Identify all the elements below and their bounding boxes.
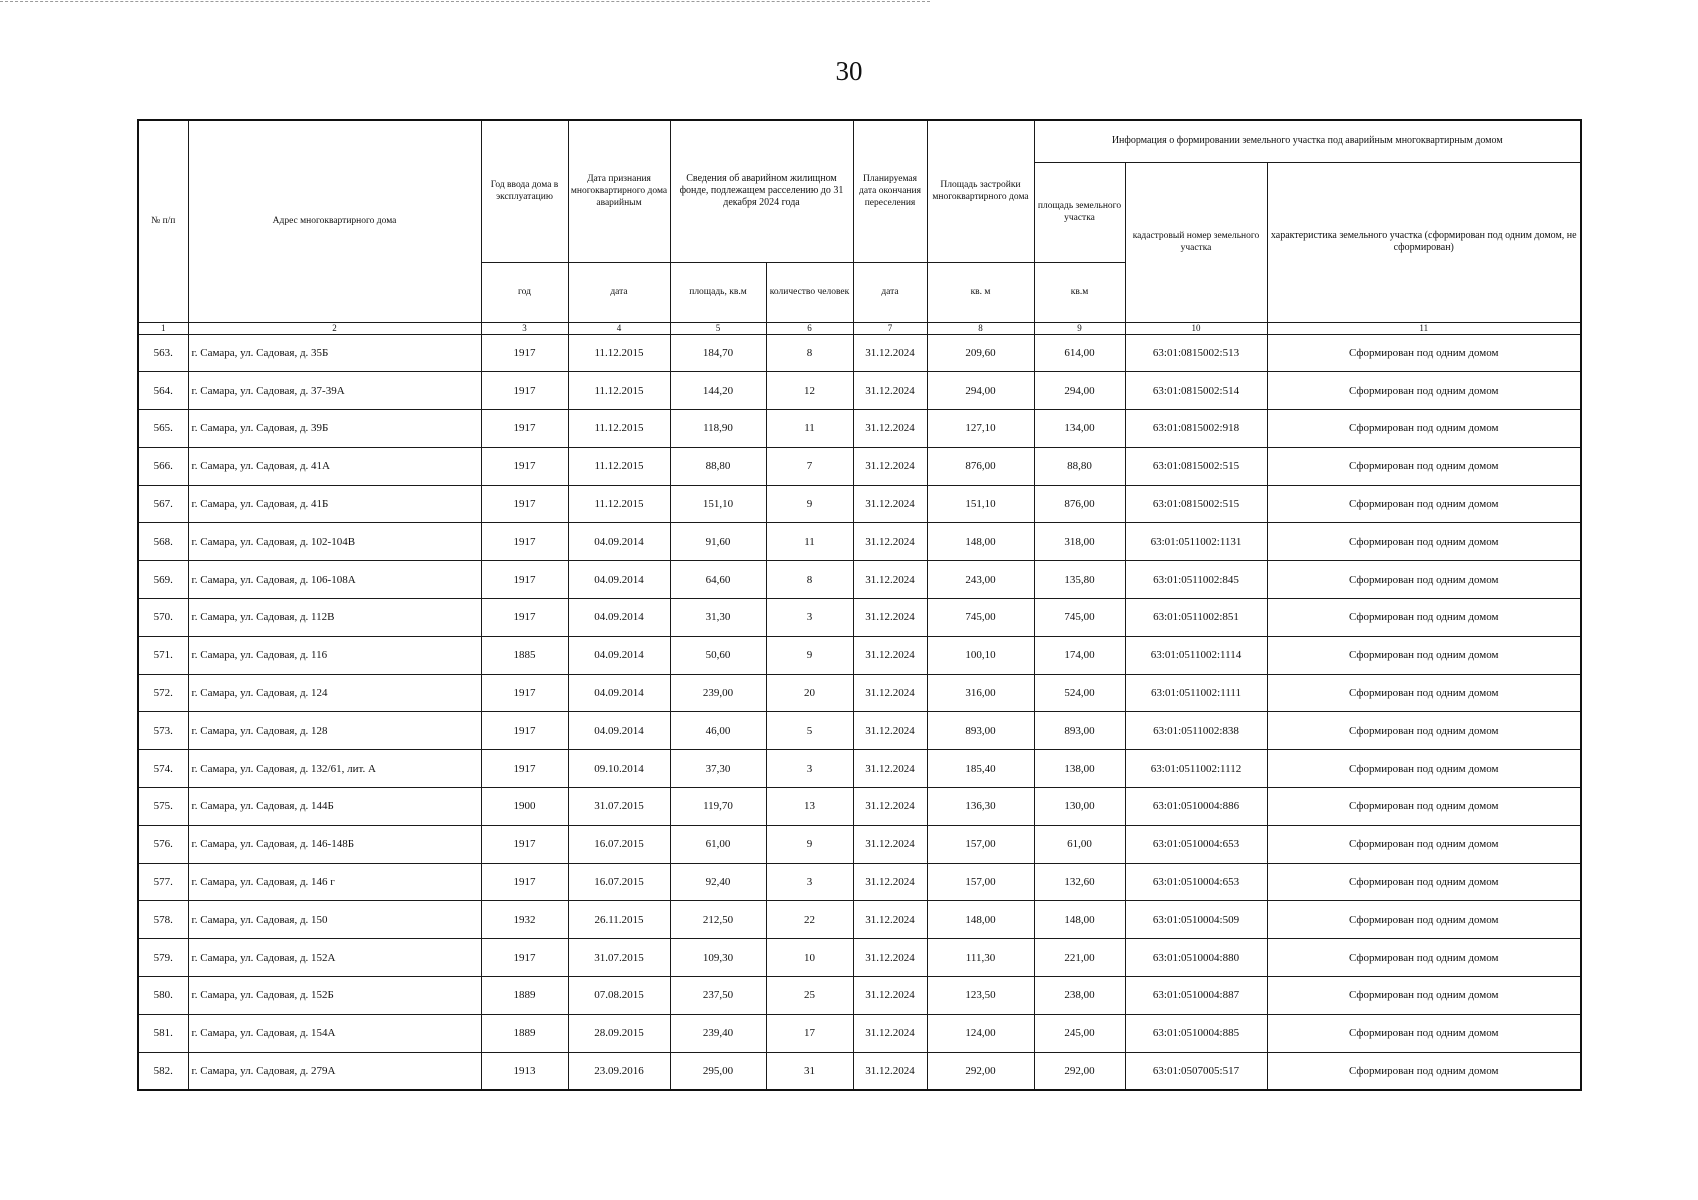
table-row [138, 1014, 1581, 1052]
address-cell: г. Самара, ул. Садовая, д. 152А [188, 939, 481, 977]
building-area-cell: 148,00 [927, 523, 1034, 561]
table-row [138, 750, 1581, 788]
cadastre-number-cell: 63:01:0815002:514 [1125, 372, 1267, 410]
address-cell: г. Самара, ул. Садовая, д. 102-104В [188, 523, 481, 561]
column-number: 7 [853, 322, 927, 334]
planned-date-cell: 31.12.2024 [853, 447, 927, 485]
recognition-date-cell: 04.09.2014 [568, 561, 670, 599]
year-cell: 1932 [481, 901, 568, 939]
people-count-cell: 7 [766, 447, 853, 485]
row-number-cell: 571. [138, 636, 188, 674]
column-number: 3 [481, 322, 568, 334]
year-cell: 1917 [481, 485, 568, 523]
row-number-cell: 579. [138, 939, 188, 977]
column-number: 1 [138, 322, 188, 334]
cadastre-number-cell: 63:01:0510004:887 [1125, 977, 1267, 1015]
planned-date-cell: 31.12.2024 [853, 1014, 927, 1052]
people-count-cell: 31 [766, 1052, 853, 1090]
people-count-cell: 10 [766, 939, 853, 977]
housing-area-cell: 31,30 [670, 599, 766, 637]
row-number-cell: 565. [138, 410, 188, 448]
year-cell: 1889 [481, 1014, 568, 1052]
land-area-cell: 130,00 [1034, 788, 1125, 826]
row-number-cell: 574. [138, 750, 188, 788]
planned-date-cell: 31.12.2024 [853, 788, 927, 826]
building-area-cell: 157,00 [927, 863, 1034, 901]
column-number: 8 [927, 322, 1034, 334]
header-recognition-date: Дата признания многоквартирного дома аварийным [568, 120, 670, 262]
land-status-cell: Сформирован под одним домом [1267, 410, 1581, 448]
table-row [138, 447, 1581, 485]
page-number: 30 [835, 56, 863, 86]
recognition-date-cell: 31.07.2015 [568, 788, 670, 826]
housing-area-cell: 64,60 [670, 561, 766, 599]
address-cell: г. Самара, ул. Садовая, д. 41А [188, 447, 481, 485]
table-row [138, 788, 1581, 826]
housing-area-cell: 151,10 [670, 485, 766, 523]
cadastre-number-cell: 63:01:0510004:509 [1125, 901, 1267, 939]
year-cell: 1913 [481, 1052, 568, 1090]
cadastre-number-cell: 63:01:0510004:886 [1125, 788, 1267, 826]
column-number: 2 [188, 322, 481, 334]
unit-year: год [481, 262, 568, 322]
scan-top-rule [0, 1, 930, 2]
people-count-cell: 5 [766, 712, 853, 750]
building-area-cell: 127,10 [927, 410, 1034, 448]
land-area-cell: 134,00 [1034, 410, 1125, 448]
recognition-date-cell: 16.07.2015 [568, 863, 670, 901]
land-area-cell: 132,60 [1034, 863, 1125, 901]
column-number-row [138, 322, 1581, 334]
row-number-cell: 576. [138, 825, 188, 863]
recognition-date-cell: 04.09.2014 [568, 712, 670, 750]
people-count-cell: 13 [766, 788, 853, 826]
year-cell: 1917 [481, 599, 568, 637]
recognition-date-cell: 07.08.2015 [568, 977, 670, 1015]
building-area-cell: 209,60 [927, 334, 1034, 372]
building-area-cell: 111,30 [927, 939, 1034, 977]
land-status-cell: Сформирован под одним домом [1267, 485, 1581, 523]
housing-area-cell: 46,00 [670, 712, 766, 750]
unit-land-area: кв.м [1034, 262, 1125, 322]
column-number: 5 [670, 322, 766, 334]
table-row [138, 485, 1581, 523]
cadastre-number-cell: 63:01:0507005:517 [1125, 1052, 1267, 1090]
recognition-date-cell: 16.07.2015 [568, 825, 670, 863]
planned-date-cell: 31.12.2024 [853, 485, 927, 523]
table-row [138, 825, 1581, 863]
people-count-cell: 11 [766, 523, 853, 561]
address-cell: г. Самара, ул. Садовая, д. 37-39А [188, 372, 481, 410]
unit-date: дата [568, 262, 670, 322]
year-cell: 1917 [481, 750, 568, 788]
planned-date-cell: 31.12.2024 [853, 410, 927, 448]
building-area-cell: 136,30 [927, 788, 1034, 826]
housing-area-cell: 239,40 [670, 1014, 766, 1052]
address-cell: г. Самара, ул. Садовая, д. 152Б [188, 977, 481, 1015]
cadastre-number-cell: 63:01:0511002:851 [1125, 599, 1267, 637]
planned-date-cell: 31.12.2024 [853, 977, 927, 1015]
header-planned-date: Планируемая дата окончания переселения [853, 120, 927, 262]
cadastre-number-cell: 63:01:0511002:1112 [1125, 750, 1267, 788]
table-row [138, 599, 1581, 637]
column-number: 11 [1267, 322, 1581, 334]
building-area-cell: 243,00 [927, 561, 1034, 599]
building-area-cell: 151,10 [927, 485, 1034, 523]
land-area-cell: 174,00 [1034, 636, 1125, 674]
year-cell: 1885 [481, 636, 568, 674]
address-cell: г. Самара, ул. Садовая, д. 146-148Б [188, 825, 481, 863]
table-row [138, 674, 1581, 712]
land-area-cell: 318,00 [1034, 523, 1125, 561]
unit-planned-date: дата [853, 262, 927, 322]
header-land-area: площадь земельного участка [1034, 162, 1125, 262]
cadastre-number-cell: 63:01:0511002:838 [1125, 712, 1267, 750]
address-cell: г. Самара, ул. Садовая, д. 41Б [188, 485, 481, 523]
land-status-cell: Сформирован под одним домом [1267, 334, 1581, 372]
row-number-cell: 568. [138, 523, 188, 561]
building-area-cell: 148,00 [927, 901, 1034, 939]
year-cell: 1917 [481, 523, 568, 561]
land-status-cell: Сформирован под одним домом [1267, 674, 1581, 712]
row-number-cell: 580. [138, 977, 188, 1015]
land-area-cell: 61,00 [1034, 825, 1125, 863]
people-count-cell: 3 [766, 750, 853, 788]
year-cell: 1917 [481, 712, 568, 750]
recognition-date-cell: 11.12.2015 [568, 334, 670, 372]
housing-area-cell: 184,70 [670, 334, 766, 372]
header-number: № п/п [138, 120, 188, 322]
building-area-cell: 157,00 [927, 825, 1034, 863]
header-year: Год ввода дома в эксплуатацию [481, 120, 568, 262]
year-cell: 1917 [481, 334, 568, 372]
row-number-cell: 564. [138, 372, 188, 410]
planned-date-cell: 31.12.2024 [853, 863, 927, 901]
recognition-date-cell: 11.12.2015 [568, 372, 670, 410]
people-count-cell: 9 [766, 485, 853, 523]
column-number: 6 [766, 322, 853, 334]
recognition-date-cell: 11.12.2015 [568, 485, 670, 523]
address-cell: г. Самара, ул. Садовая, д. 154А [188, 1014, 481, 1052]
housing-area-cell: 295,00 [670, 1052, 766, 1090]
table-row [138, 712, 1581, 750]
address-cell: г. Самара, ул. Садовая, д. 132/61, лит. А [188, 750, 481, 788]
header-land-status: характеристика земельного участка (сформирован под одним домом, не сформирован) [1267, 162, 1581, 322]
header-cadastre: кадастровый номер земельного участка [1125, 162, 1267, 322]
cadastre-number-cell: 63:01:0510004:653 [1125, 825, 1267, 863]
building-area-cell: 316,00 [927, 674, 1034, 712]
address-cell: г. Самара, ул. Садовая, д. 106-108А [188, 561, 481, 599]
planned-date-cell: 31.12.2024 [853, 636, 927, 674]
building-area-cell: 745,00 [927, 599, 1034, 637]
land-area-cell: 745,00 [1034, 599, 1125, 637]
row-number-cell: 581. [138, 1014, 188, 1052]
planned-date-cell: 31.12.2024 [853, 901, 927, 939]
land-area-cell: 238,00 [1034, 977, 1125, 1015]
address-cell: г. Самара, ул. Садовая, д. 144Б [188, 788, 481, 826]
people-count-cell: 3 [766, 863, 853, 901]
recognition-date-cell: 28.09.2015 [568, 1014, 670, 1052]
header-housing-info: Сведения об аварийном жилищном фонде, подлежащем расселению до 31 декабря 2024 года [670, 120, 853, 262]
land-status-cell: Сформирован под одним домом [1267, 788, 1581, 826]
cadastre-number-cell: 63:01:0815002:918 [1125, 410, 1267, 448]
recognition-date-cell: 04.09.2014 [568, 599, 670, 637]
building-area-cell: 876,00 [927, 447, 1034, 485]
row-number-cell: 577. [138, 863, 188, 901]
address-cell: г. Самара, ул. Садовая, д. 124 [188, 674, 481, 712]
planned-date-cell: 31.12.2024 [853, 712, 927, 750]
address-cell: г. Самара, ул. Садовая, д. 116 [188, 636, 481, 674]
address-cell: г. Самара, ул. Садовая, д. 150 [188, 901, 481, 939]
building-area-cell: 123,50 [927, 977, 1034, 1015]
cadastre-number-cell: 63:01:0511002:845 [1125, 561, 1267, 599]
table-row [138, 636, 1581, 674]
table-row [138, 939, 1581, 977]
unit-people: количество человек [766, 262, 853, 322]
people-count-cell: 22 [766, 901, 853, 939]
planned-date-cell: 31.12.2024 [853, 561, 927, 599]
table-row [138, 863, 1581, 901]
recognition-date-cell: 04.09.2014 [568, 636, 670, 674]
unit-area: площадь, кв.м [670, 262, 766, 322]
people-count-cell: 12 [766, 372, 853, 410]
housing-area-cell: 61,00 [670, 825, 766, 863]
cadastre-number-cell: 63:01:0510004:880 [1125, 939, 1267, 977]
land-status-cell: Сформирован под одним домом [1267, 901, 1581, 939]
housing-area-cell: 119,70 [670, 788, 766, 826]
housing-area-cell: 88,80 [670, 447, 766, 485]
address-cell: г. Самара, ул. Садовая, д. 146 г [188, 863, 481, 901]
land-area-cell: 292,00 [1034, 1052, 1125, 1090]
row-number-cell: 570. [138, 599, 188, 637]
land-status-cell: Сформирован под одним домом [1267, 447, 1581, 485]
land-area-cell: 294,00 [1034, 372, 1125, 410]
address-cell: г. Самара, ул. Садовая, д. 112В [188, 599, 481, 637]
row-number-cell: 582. [138, 1052, 188, 1090]
building-area-cell: 124,00 [927, 1014, 1034, 1052]
housing-area-cell: 91,60 [670, 523, 766, 561]
housing-area-cell: 144,20 [670, 372, 766, 410]
land-status-cell: Сформирован под одним домом [1267, 712, 1581, 750]
planned-date-cell: 31.12.2024 [853, 334, 927, 372]
land-status-cell: Сформирован под одним домом [1267, 561, 1581, 599]
table-row [138, 410, 1581, 448]
year-cell: 1917 [481, 372, 568, 410]
cadastre-number-cell: 63:01:0815002:515 [1125, 485, 1267, 523]
land-area-cell: 524,00 [1034, 674, 1125, 712]
cadastre-number-cell: 63:01:0815002:515 [1125, 447, 1267, 485]
land-area-cell: 614,00 [1034, 334, 1125, 372]
land-status-cell: Сформирован под одним домом [1267, 825, 1581, 863]
land-status-cell: Сформирован под одним домом [1267, 750, 1581, 788]
row-number-cell: 572. [138, 674, 188, 712]
people-count-cell: 25 [766, 977, 853, 1015]
row-number-cell: 573. [138, 712, 188, 750]
land-area-cell: 893,00 [1034, 712, 1125, 750]
land-status-cell: Сформирован под одним домом [1267, 636, 1581, 674]
recognition-date-cell: 26.11.2015 [568, 901, 670, 939]
year-cell: 1917 [481, 825, 568, 863]
planned-date-cell: 31.12.2024 [853, 599, 927, 637]
header-land-info: Информация о формировании земельного участка под аварийным многоквартирным домом [1034, 120, 1581, 162]
people-count-cell: 9 [766, 636, 853, 674]
table-row [138, 334, 1581, 372]
planned-date-cell: 31.12.2024 [853, 372, 927, 410]
unit-building-area: кв. м [927, 262, 1034, 322]
land-status-cell: Сформирован под одним домом [1267, 977, 1581, 1015]
address-cell: г. Самара, ул. Садовая, д. 39Б [188, 410, 481, 448]
year-cell: 1917 [481, 674, 568, 712]
land-area-cell: 221,00 [1034, 939, 1125, 977]
table-row [138, 561, 1581, 599]
building-area-cell: 294,00 [927, 372, 1034, 410]
cadastre-number-cell: 63:01:0511002:1131 [1125, 523, 1267, 561]
header-address: Адрес многоквартирного дома [188, 120, 481, 322]
land-area-cell: 245,00 [1034, 1014, 1125, 1052]
people-count-cell: 17 [766, 1014, 853, 1052]
housing-area-cell: 239,00 [670, 674, 766, 712]
table-row [138, 523, 1581, 561]
row-number-cell: 567. [138, 485, 188, 523]
row-number-cell: 578. [138, 901, 188, 939]
cadastre-number-cell: 63:01:0511002:1114 [1125, 636, 1267, 674]
recognition-date-cell: 31.07.2015 [568, 939, 670, 977]
housing-area-cell: 37,30 [670, 750, 766, 788]
recognition-date-cell: 11.12.2015 [568, 410, 670, 448]
year-cell: 1917 [481, 410, 568, 448]
planned-date-cell: 31.12.2024 [853, 825, 927, 863]
planned-date-cell: 31.12.2024 [853, 939, 927, 977]
recognition-date-cell: 23.09.2016 [568, 1052, 670, 1090]
people-count-cell: 9 [766, 825, 853, 863]
recognition-date-cell: 04.09.2014 [568, 674, 670, 712]
people-count-cell: 8 [766, 334, 853, 372]
housing-area-cell: 92,40 [670, 863, 766, 901]
land-area-cell: 88,80 [1034, 447, 1125, 485]
cadastre-number-cell: 63:01:0815002:513 [1125, 334, 1267, 372]
planned-date-cell: 31.12.2024 [853, 674, 927, 712]
column-number: 4 [568, 322, 670, 334]
address-cell: г. Самара, ул. Садовая, д. 279А [188, 1052, 481, 1090]
land-status-cell: Сформирован под одним домом [1267, 523, 1581, 561]
land-status-cell: Сформирован под одним домом [1267, 1052, 1581, 1090]
cadastre-number-cell: 63:01:0510004:885 [1125, 1014, 1267, 1052]
planned-date-cell: 31.12.2024 [853, 523, 927, 561]
land-status-cell: Сформирован под одним домом [1267, 599, 1581, 637]
planned-date-cell: 31.12.2024 [853, 1052, 927, 1090]
cadastre-number-cell: 63:01:0511002:1111 [1125, 674, 1267, 712]
people-count-cell: 11 [766, 410, 853, 448]
year-cell: 1900 [481, 788, 568, 826]
year-cell: 1917 [481, 561, 568, 599]
emergency-housing-table [137, 119, 1582, 1091]
land-area-cell: 135,80 [1034, 561, 1125, 599]
year-cell: 1889 [481, 977, 568, 1015]
housing-area-cell: 237,50 [670, 977, 766, 1015]
cadastre-number-cell: 63:01:0510004:653 [1125, 863, 1267, 901]
land-area-cell: 138,00 [1034, 750, 1125, 788]
building-area-cell: 185,40 [927, 750, 1034, 788]
recognition-date-cell: 04.09.2014 [568, 523, 670, 561]
land-status-cell: Сформирован под одним домом [1267, 939, 1581, 977]
table-row [138, 1052, 1581, 1090]
year-cell: 1917 [481, 939, 568, 977]
table-body [138, 334, 1581, 1090]
column-number: 10 [1125, 322, 1267, 334]
row-number-cell: 575. [138, 788, 188, 826]
people-count-cell: 20 [766, 674, 853, 712]
people-count-cell: 3 [766, 599, 853, 637]
row-number-cell: 563. [138, 334, 188, 372]
housing-area-cell: 118,90 [670, 410, 766, 448]
row-number-cell: 569. [138, 561, 188, 599]
year-cell: 1917 [481, 447, 568, 485]
table-row [138, 901, 1581, 939]
column-number: 9 [1034, 322, 1125, 334]
header-building-area: Площадь застройки многоквартирного дома [927, 120, 1034, 262]
land-area-cell: 148,00 [1034, 901, 1125, 939]
recognition-date-cell: 11.12.2015 [568, 447, 670, 485]
year-cell: 1917 [481, 863, 568, 901]
housing-area-cell: 50,60 [670, 636, 766, 674]
address-cell: г. Самара, ул. Садовая, д. 128 [188, 712, 481, 750]
building-area-cell: 100,10 [927, 636, 1034, 674]
people-count-cell: 8 [766, 561, 853, 599]
land-status-cell: Сформирован под одним домом [1267, 1014, 1581, 1052]
housing-area-cell: 109,30 [670, 939, 766, 977]
building-area-cell: 292,00 [927, 1052, 1034, 1090]
building-area-cell: 893,00 [927, 712, 1034, 750]
recognition-date-cell: 09.10.2014 [568, 750, 670, 788]
address-cell: г. Самара, ул. Садовая, д. 35Б [188, 334, 481, 372]
land-area-cell: 876,00 [1034, 485, 1125, 523]
table-row [138, 372, 1581, 410]
row-number-cell: 566. [138, 447, 188, 485]
planned-date-cell: 31.12.2024 [853, 750, 927, 788]
table-row [138, 977, 1581, 1015]
housing-area-cell: 212,50 [670, 901, 766, 939]
land-status-cell: Сформирован под одним домом [1267, 863, 1581, 901]
land-status-cell: Сформирован под одним домом [1267, 372, 1581, 410]
